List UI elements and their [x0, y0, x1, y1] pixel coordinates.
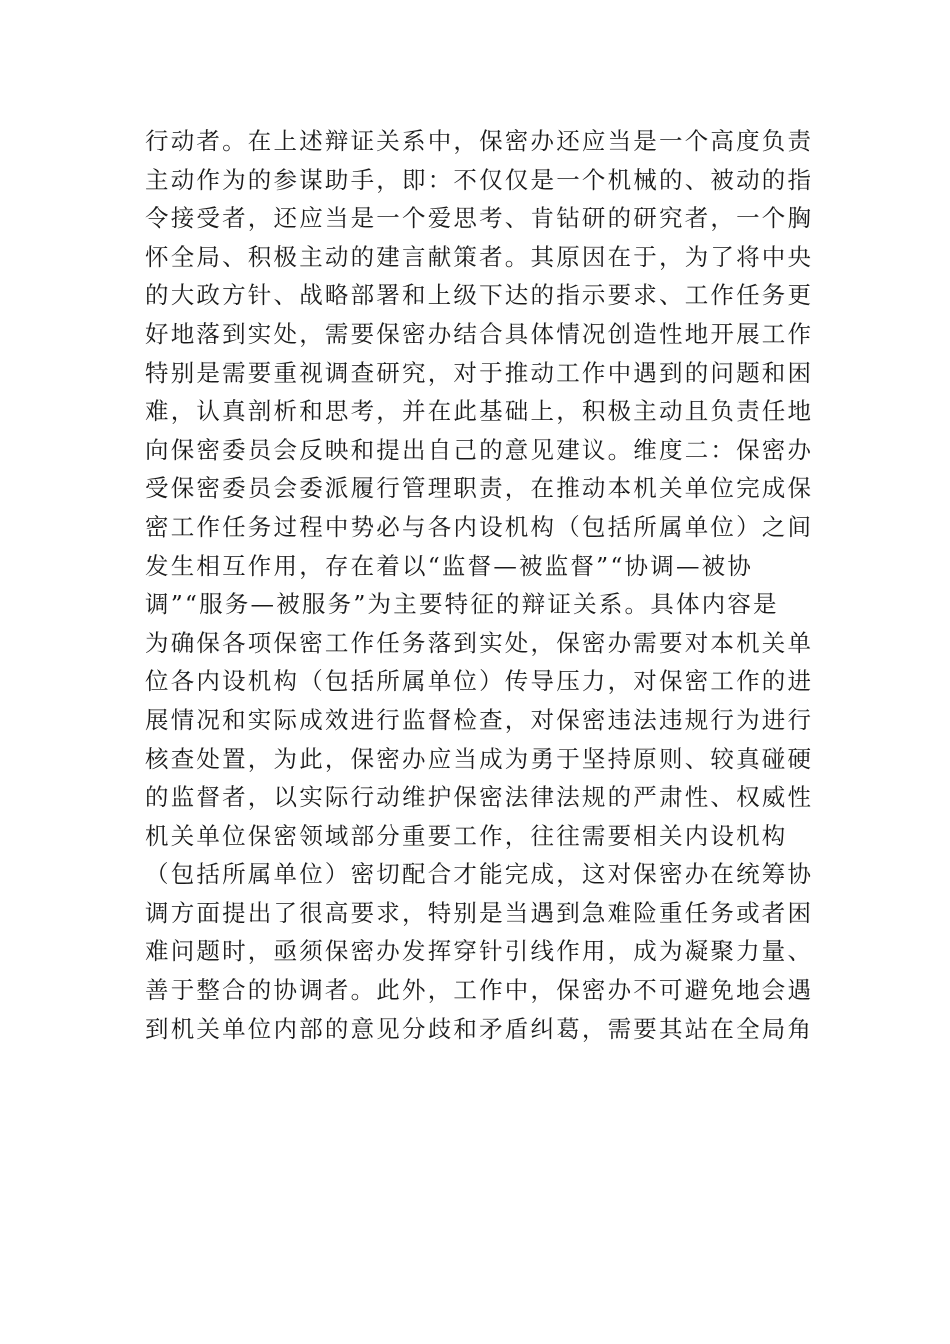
text-line: （包括所属单位）密切配合才能完成，这对保密办在统筹协: [145, 860, 814, 889]
text-line: 密工作任务过程中势必与各内设机构（包括所属单位）之间: [145, 512, 814, 541]
text-line: 核查处置，为此，保密办应当成为勇于坚持原则、较真碰硬: [145, 744, 814, 773]
text-line: 难问题时，亟须保密办发挥穿针引线作用，成为凝聚力量、: [145, 937, 814, 966]
text-line: 行动者。在上述辩证关系中，保密办还应当是一个高度负责: [145, 127, 814, 155]
text-line: 位各内设机构（包括所属单位）传导压力，对保密工作的进: [145, 667, 814, 696]
body-text: [145, 122, 815, 1048]
text-line: 调方面提出了很高要求，特别是当遇到急难险重任务或者困: [145, 898, 814, 927]
text-line: 机关单位保密领域部分重要工作，往往需要相关内设机构: [145, 821, 788, 850]
text-line: 的监督者，以实际行动维护保密法律法规的严肃性、权威性: [145, 783, 814, 812]
text-line: 怀全局、积极主动的建言献策者。其原因在于，为了将中央: [145, 242, 814, 271]
text-line: 好地落到实处，需要保密办结合具体情况创造性地开展工作: [145, 319, 814, 348]
text-line: 令接受者，还应当是一个爱思考、肯钻研的研究者，一个胸: [145, 204, 814, 233]
text-line: 难，认真剖析和思考，并在此基础上，积极主动且负责任地: [145, 397, 814, 426]
text-line: 的大政方针、战略部署和上级下达的指示要求、工作任务更: [145, 281, 814, 310]
text-line: 主动作为的参谋助手，即：不仅仅是一个机械的、被动的指: [145, 165, 814, 194]
text-line: 受保密委员会委派履行管理职责，在推动本机关单位完成保: [145, 474, 814, 503]
text-line: 调”“服务—被服务”为主要特征的辩证关系。具体内容是: [145, 590, 779, 619]
text-line: 展情况和实际成效进行监督检查，对保密违法违规行为进行: [145, 705, 814, 734]
text-line: 为确保各项保密工作任务落到实处，保密办需要对本机关单: [145, 628, 814, 657]
text-line: 善于整合的协调者。此外，工作中，保密办不可避免地会遇: [145, 976, 814, 1005]
text-line: 到机关单位内部的意见分歧和矛盾纠葛，需要其站在全局角: [145, 1014, 814, 1043]
text-line: 发生相互作用，存在着以“监督—被监督”“协调—被协: [145, 551, 754, 580]
text-line: 向保密委员会反映和提出自己的意见建议。维度二：保密办: [145, 435, 814, 464]
text-line: 特别是需要重视调查研究，对于推动工作中遇到的问题和困: [145, 358, 814, 387]
